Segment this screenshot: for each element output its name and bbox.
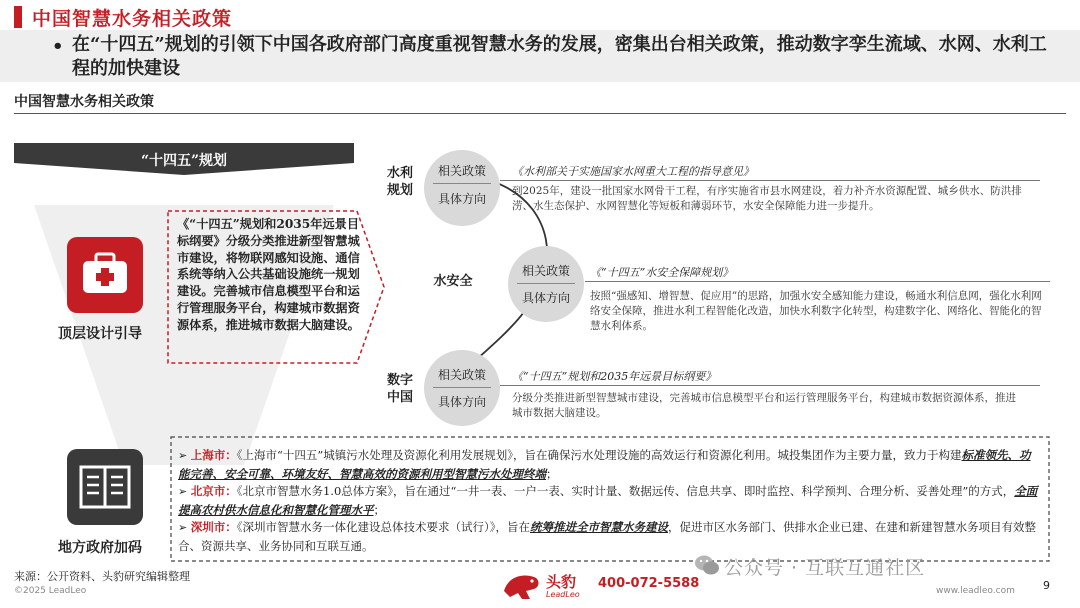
city-highlight: 统筹推进全市智慧水务建设 [529, 520, 668, 534]
arrow-bullet-icon: ➢ [178, 449, 191, 462]
policy-label: 相关政策 [437, 368, 486, 382]
city-text: 《上海市“十四五”城镇污水处理及资源化利用发展规划》，旨在确保污水处理设施的高效运行和资源化利用。城投集团作为主要力量，致力于构建 [236, 448, 962, 462]
city-policy-shenzhen [178, 518, 1038, 555]
category-digital-china: 数字中国 [386, 373, 413, 405]
watermark-text: 公众号 · 互联互通社区 [724, 557, 926, 579]
page-number: 9 [1043, 579, 1050, 592]
direction-label: 具体方向 [437, 192, 486, 206]
doc-divider [500, 385, 1040, 386]
leopard-logo-icon [500, 569, 542, 603]
book-icon [67, 449, 143, 525]
doc-description: 分级分类推进新型智慧城市建设，完善城市信息模型平台和运行管理服务平台，构建城市数据资源体系，推进城市数据大脑建设。 [512, 392, 1016, 419]
first-aid-kit-icon [67, 237, 143, 313]
city-text: 《深圳市智慧水务一体化建设总体技术要求（试行）》，旨在 [236, 520, 530, 534]
site-url: www.leadleo.com [936, 586, 1015, 596]
callout-text: 《“十四五”规划和2035年远景目标纲要》分级分类推进新型智慧城市建设，将物联网感知设施、通信系统等纳入公共基础设施统一规划建设。完善城市信息模型平台和运行管理服务平台，构建城市数据资源体系，推进城市数据大脑建设。 [177, 217, 360, 332]
phone-number: 400-072-5588 [598, 576, 700, 591]
policy-circle-3 [424, 350, 500, 426]
arrow-bullet-icon: ➢ [178, 521, 191, 534]
city-text-end: ，促进市区水务部门、供排水企业已建、在建和新建智慧水务项目有效整合、资源共享、业务协同和互联互通。 [178, 520, 1036, 553]
circle-divider [517, 283, 575, 284]
city-text-end: ； [546, 467, 558, 481]
section-title: 中国智慧水务相关政策 [14, 94, 154, 110]
title-accent-bar [14, 6, 22, 28]
category-water-security: 水安全 [433, 274, 473, 289]
circle-divider [433, 183, 491, 184]
doc-description: 到2025年，建设一批国家水网骨干工程，有序实施省市县水网建设，着力补齐水资源配置、城乡供水、防洪排涝、水生态保护、水网智慧化等短板和薄弱环节，水安全保障能力进一步提升。 [512, 185, 1022, 212]
brand-logo-text: 头豹 [546, 573, 577, 591]
city-highlight: 全面提高农村供水信息化和智慧化管理水平 [178, 484, 1038, 517]
circle-divider [433, 387, 491, 388]
city-policy-shanghai [178, 446, 1038, 483]
source-note: 来源：公开资料、头豹研究编辑整理 [14, 570, 190, 583]
city-name: 深圳市： [190, 520, 237, 534]
top-level-label: 顶层设计引导 [58, 326, 142, 342]
city-policy-beijing [178, 482, 1038, 519]
doc-divider [500, 180, 1040, 181]
policy-circle-2 [508, 246, 584, 322]
direction-label: 具体方向 [521, 291, 570, 305]
city-text-end: ； [373, 503, 385, 517]
wechat-icon [694, 553, 720, 577]
arrow-bullet-icon: ➢ [178, 485, 191, 498]
lead-bullet: • [52, 36, 64, 57]
brand-logo-en: LeadLeo [546, 590, 580, 599]
city-name: 上海市： [190, 448, 237, 462]
city-name: 北京市： [190, 484, 237, 498]
doc-description: 按照“强感知、增智慧、促应用”的思路，加强水安全感知能力建设，畅通水利信息网，强化水利网络安全保障，推进水利工程智能化改造，加快水利数字化转型，构建数字化、网络化、智能化的智慧水利体系。 [590, 290, 1042, 332]
copyright: ©2025 LeadLeo [14, 586, 87, 596]
page-title: 中国智慧水务相关政策 [32, 8, 233, 30]
doc-title: 《“十四五”规划和2035年远景目标纲要》 [512, 370, 717, 383]
doc-title: 《水利部关于实施国家水网重大工程的指导意见》 [512, 165, 754, 178]
city-text: 《北京市智慧水务1.0总体方案》，旨在通过“一井一表、一户一表、实时计量、数据远传、信息共享、即时监控、科学预判、合理分析、妥善处理”的方式， [236, 484, 1015, 498]
category-water-planning: 水利规划 [386, 166, 413, 198]
section-divider [14, 113, 1066, 114]
policy-label: 相关政策 [437, 164, 486, 178]
policy-label: 相关政策 [521, 264, 570, 278]
local-gov-label: 地方政府加码 [58, 540, 142, 556]
doc-title: 《“十四五”水安全保障规划》 [590, 266, 734, 279]
direction-label: 具体方向 [437, 395, 486, 409]
city-highlight: 标准领先、功能完善、安全可靠、环境友好、智慧高效的资源利用型智慧污水处理终端 [178, 448, 1031, 481]
plan-label: “十四五”规划 [140, 153, 228, 169]
doc-divider [585, 281, 1050, 282]
lead-text: 在“十四五”规划的引领下中国各政府部门高度重视智慧水务的发展，密集出台相关政策，推动数字孪生流域、水网、水利工程的加快建设 [72, 34, 1047, 79]
